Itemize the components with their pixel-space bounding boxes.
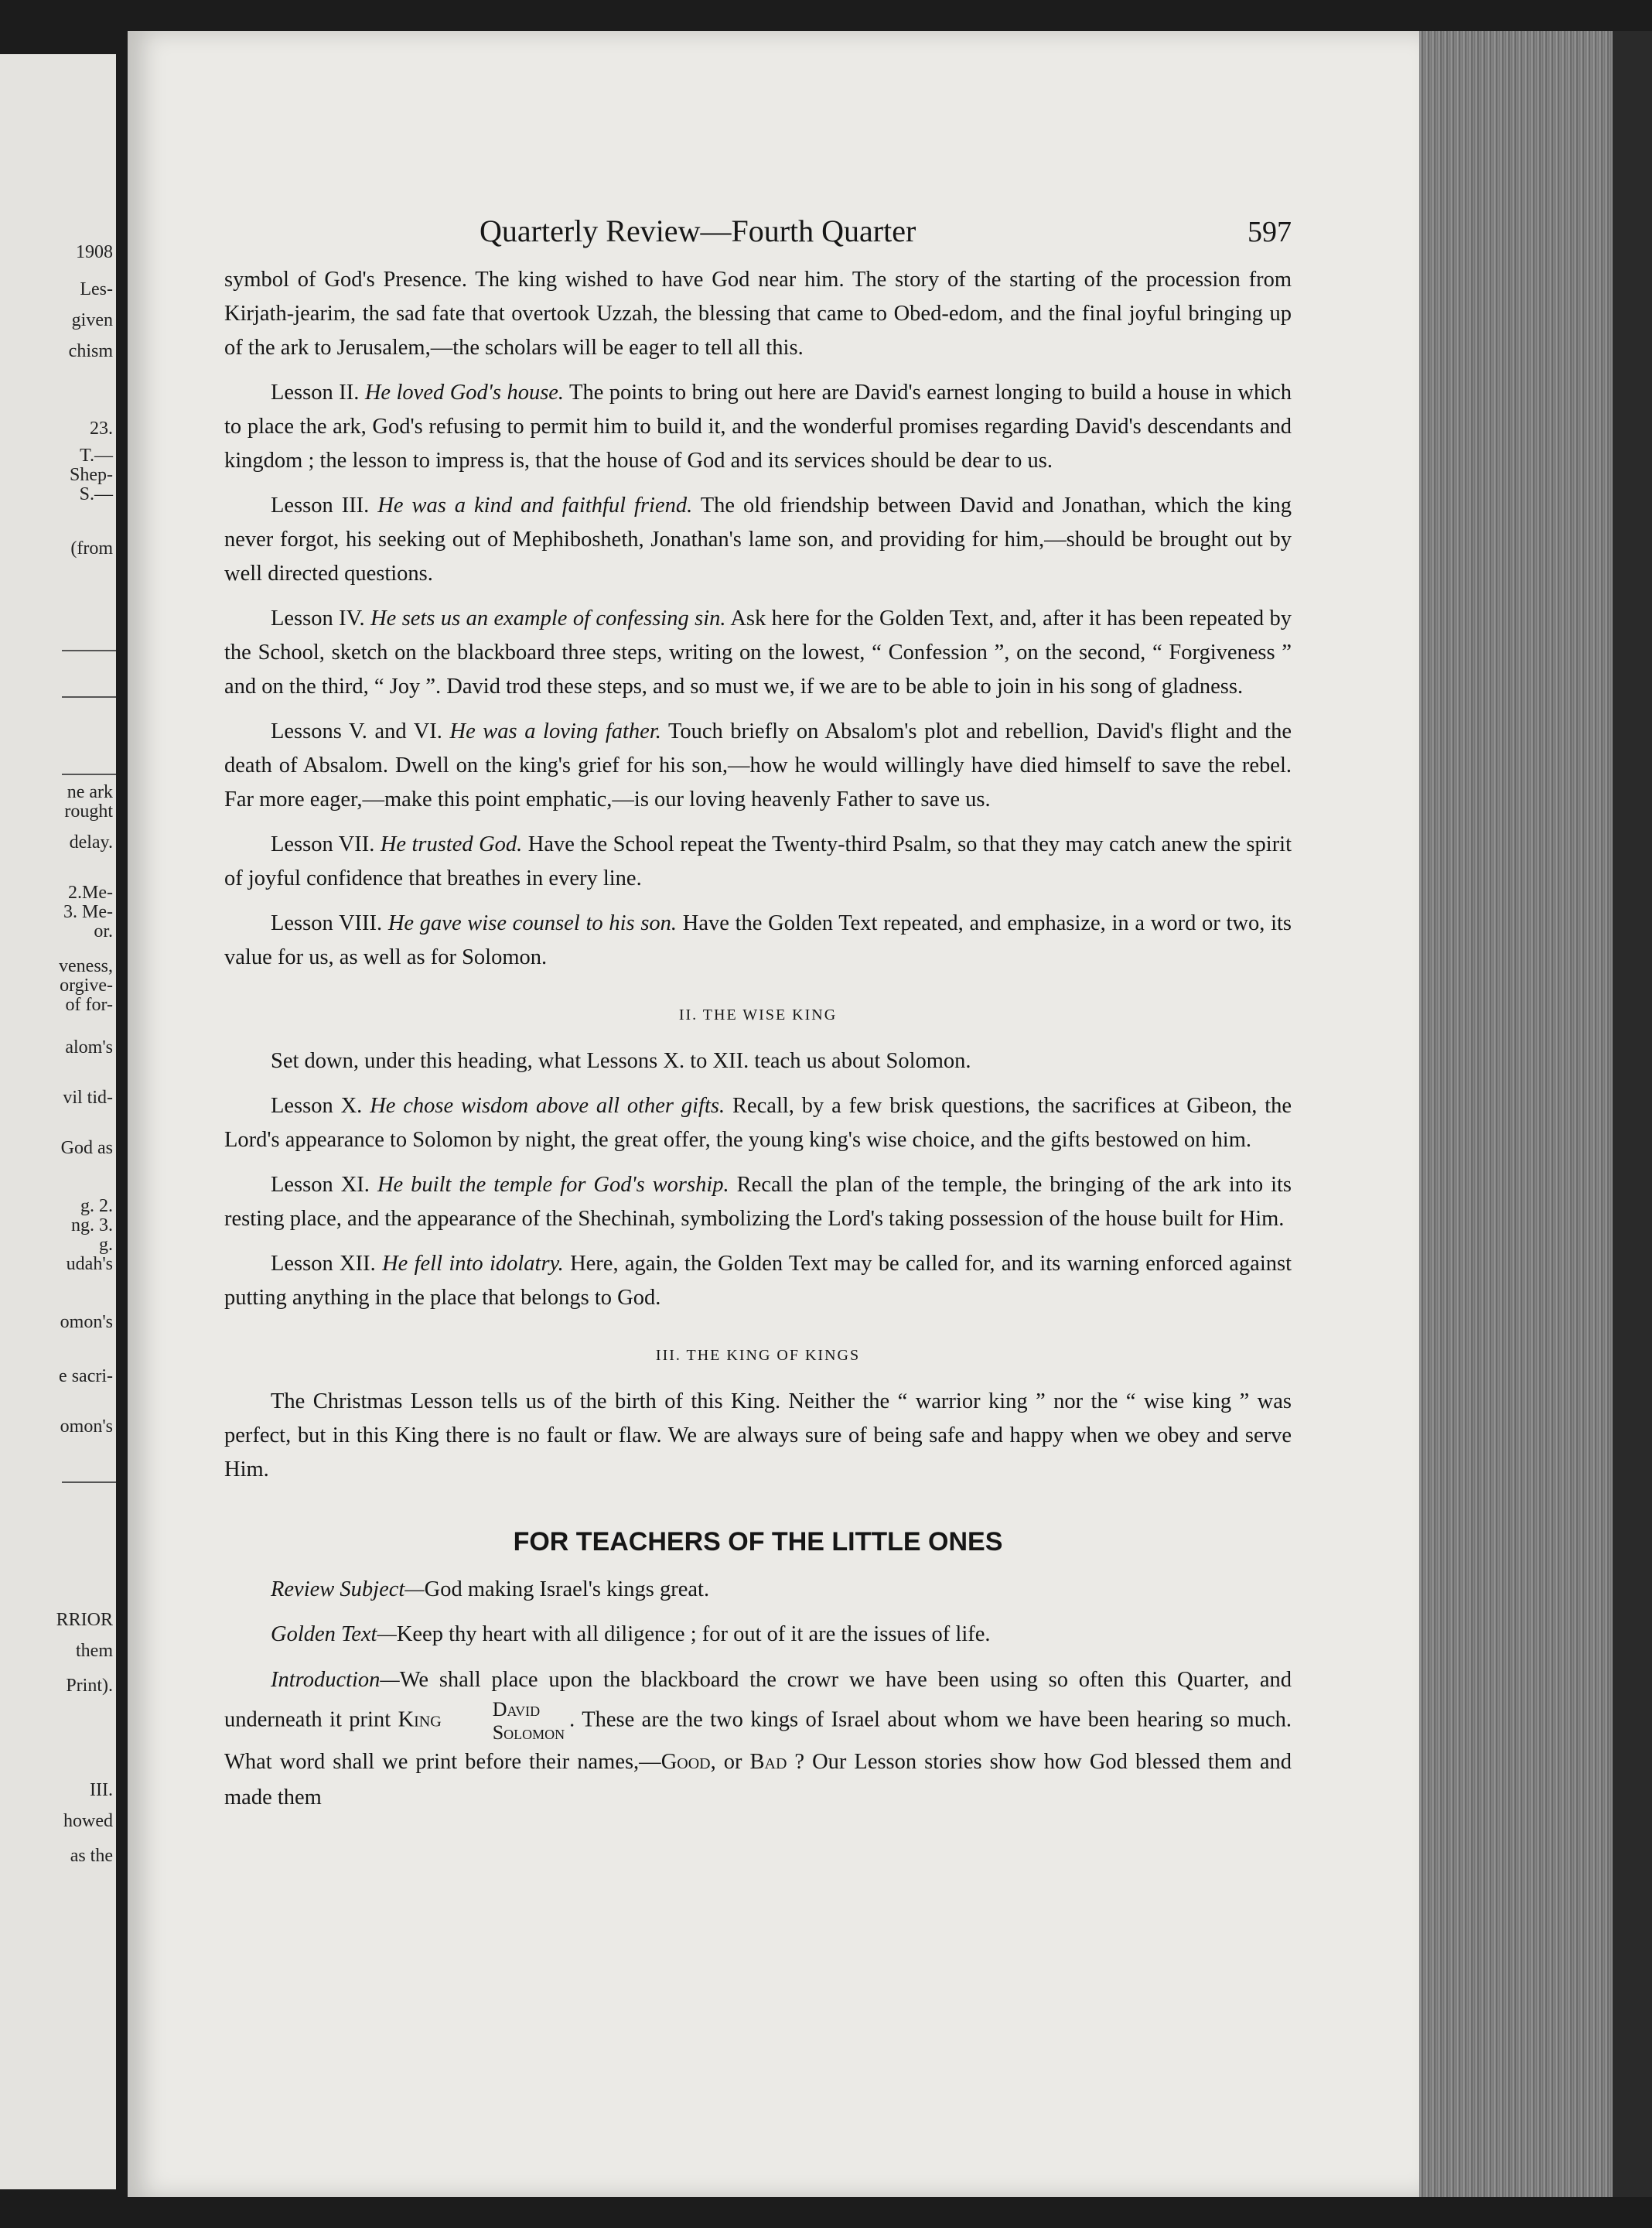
section-heading-wise-king: II. THE WISE KING — [678, 1006, 838, 1023]
lesson-text: Recall, by a few brisk questions, the sacrifices at Gibeon, the Lord's appearance to Solomon by night, the great offer, the young king's wise choice, and the gifts bestowed on him. — [224, 1094, 1292, 1152]
left-page-text: of for- — [65, 995, 113, 1015]
review-label: Review Subject— — [271, 1577, 425, 1601]
lesson-paragraph — [224, 828, 1292, 896]
teachers-heading: FOR TEACHERS OF THE LITTLE ONES — [513, 1527, 1003, 1557]
left-page-text: vil tid- — [63, 1088, 113, 1108]
left-page-text: rought — [64, 801, 113, 822]
lesson-text: The points to bring out here are David's earnest longing to build a house in which to place the ark, God's refusing to permit him to build it, and the wonderful promises regarding David's descendants and kingdom ; the lesson to impress is, that the house of God and its services should be dear to us. — [224, 381, 1292, 473]
lesson-text: Recall the plan of the temple, the bringing of the ark into its resting place, and the appearance of the Shechinah, symbolizing the Lord's taking possession of the house built for Him. — [224, 1173, 1292, 1231]
left-page-text: chism — [68, 341, 113, 361]
lesson-title: He gave wise counsel to his son. — [387, 911, 678, 935]
lesson-label: Lesson VIII. — [271, 911, 383, 935]
lesson-paragraph — [224, 1168, 1292, 1236]
left-page-text: omon's — [60, 1312, 113, 1332]
left-page-text: given — [71, 310, 113, 330]
lesson-text: Touch briefly on Absalom's plot and rebellion, David's flight and the death of Absalom. Dwell on the king's grief for his son,—how he would willingly have died himself to save the rebel. Far more eager,—make this point emphatic,—is our loving heavenly Father to save us. — [224, 719, 1292, 812]
good-word: Good — [660, 1750, 711, 1774]
lesson-title: He fell into idolatry. — [382, 1252, 564, 1276]
lesson-paragraph — [224, 489, 1292, 591]
intro-label: Introduction— — [271, 1668, 400, 1692]
or-word: , or — [710, 1750, 742, 1774]
left-page-text: or. — [94, 921, 113, 941]
running-header — [480, 213, 1292, 249]
left-page-text: them — [76, 1641, 113, 1661]
lesson-title: He trusted God. — [380, 832, 523, 856]
king-word: King — [398, 1707, 442, 1732]
bad-word: Bad — [749, 1750, 787, 1774]
golden-text-body: Keep thy heart with all diligence ; for out of it are the issues of life. — [396, 1622, 991, 1646]
left-page-text: God as — [60, 1138, 113, 1158]
left-page-text: III. — [90, 1780, 113, 1800]
edge-shadow — [1613, 31, 1652, 2197]
brace-name-solomon: Solomon — [492, 1721, 565, 1744]
running-title: Quarterly Review—Fourth Quarter — [480, 214, 916, 248]
lesson-title: He sets us an example of confessing sin. — [370, 607, 726, 630]
section3-text: The Christmas Lesson tells us of the birth of this King. Neither the “ warrior king ” nor the “ wise king ” was perfect, but in this King there is no fault or flaw. We are always sure of being safe and happy when we obey and serve Him. — [224, 1389, 1292, 1481]
lesson-text: Ask here for the Golden Text, and, after it has been repeated by the School, sketch on the blackboard three steps, writing on the lowest, “ Confession ”, on the second, “ Forgiveness ” and on the third, “ Joy ”. David trod these steps, and so must we, if we are to be able to join in his song of gladness. — [224, 607, 1292, 699]
intro-text1: We shall place upon the blackboard the crowr we have been using so often this Quarter, and underneath it print — [224, 1668, 1292, 1732]
brace-names — [446, 1698, 565, 1744]
left-page-text: Les- — [80, 279, 113, 299]
lesson-paragraph — [224, 1247, 1292, 1315]
left-page-text: g. 2. — [80, 1196, 113, 1216]
review-text: God making Israel's kings great. — [424, 1577, 710, 1601]
left-page-text: delay. — [69, 832, 113, 853]
left-page-text: ng. 3. — [71, 1215, 113, 1235]
left-page-text: as the — [70, 1846, 113, 1866]
lesson-paragraph — [224, 715, 1292, 817]
left-page-rule — [62, 774, 116, 775]
left-page-text: Shep- — [70, 465, 113, 485]
lesson-paragraph — [224, 907, 1292, 975]
left-page-text: 23. — [90, 419, 113, 439]
lesson-list-2 — [224, 1089, 1292, 1315]
golden-label: Golden Text— — [271, 1622, 397, 1646]
lesson-label: Lessons V. and VI. — [271, 719, 442, 743]
lesson-text: Have the Golden Text repeated, and emphasize, in a word or two, its value for us, as well as for Solomon. — [224, 911, 1292, 969]
brace-name-david: David — [492, 1698, 541, 1721]
left-page-text: omon's — [60, 1416, 113, 1437]
left-page-rule — [62, 696, 116, 698]
lesson-paragraph — [224, 602, 1292, 704]
review-subject — [224, 1573, 1292, 1607]
lesson-title: He chose wisdom above all other gifts. — [370, 1094, 725, 1118]
left-page-text: S.— — [79, 484, 113, 504]
left-page-text: howed — [63, 1811, 113, 1831]
lesson-list — [224, 376, 1292, 975]
lesson-text: The old friendship between David and Jonathan, which the king never forgot, his seeking out of Mephibosheth, Jonathan's lame son, and providing for him,—should be brought out by well directed questions. — [224, 494, 1292, 586]
lesson-title: He loved God's house. — [364, 381, 565, 405]
paragraph: symbol of God's Presence. The king wished to have God near him. The story of the starting of the procession from Kirjath-jearim, the sad fate that overtook Uzzah, the blessing that came to Obed-edom, and the final joyful bringing up of the ark to Jerusalem,—the scholars will be eager to tell all this. — [224, 268, 1292, 360]
lesson-text: Here, again, the Golden Text may be called for, and its warning enforced against putting anything in the place that belongs to God. — [224, 1252, 1292, 1310]
left-page-rule — [62, 1481, 116, 1483]
left-page-text: orgive- — [60, 976, 113, 996]
left-page-text: udah's — [66, 1254, 113, 1274]
lesson-title: He was a loving father. — [449, 719, 661, 743]
lesson-title: He built the temple for God's worship. — [377, 1173, 729, 1197]
lesson-text: Have the School repeat the Twenty-third Psalm, so that they may catch anew the spirit of joyful confidence that breathes in every line. — [224, 832, 1292, 890]
golden-text — [224, 1618, 1292, 1652]
left-page-text: 2.Me- — [68, 883, 113, 903]
page-edges — [1419, 31, 1613, 2197]
lesson-label: Lesson XI. — [271, 1173, 370, 1197]
lesson-title: He was a kind and faithful friend. — [377, 494, 693, 518]
left-page-text: RRIOR — [56, 1610, 113, 1630]
left-page-text: 1908 — [76, 242, 113, 262]
lesson-label: Lesson VII. — [271, 832, 375, 856]
left-page-text: alom's — [65, 1037, 113, 1058]
page-content — [224, 213, 1292, 1816]
left-page-text: ne ark — [67, 782, 113, 802]
left-page-text: T.— — [80, 446, 113, 466]
left-page-text: Print). — [66, 1676, 113, 1696]
lesson-label: Lesson IV. — [271, 607, 365, 630]
left-page-text: g. — [99, 1235, 113, 1255]
section-intro: Set down, under this heading, what Lessons X. to XII. teach us about Solomon. — [271, 1049, 971, 1073]
lesson-paragraph — [224, 376, 1292, 478]
page-number: 597 — [1248, 216, 1292, 248]
left-page-fragment — [0, 54, 116, 2189]
left-page-text: 3. Me- — [63, 902, 113, 922]
left-page-text: (from — [70, 538, 113, 559]
left-page-text: e sacri- — [59, 1366, 113, 1386]
lesson-paragraph — [224, 1089, 1292, 1157]
lesson-label: Lesson II. — [271, 381, 360, 405]
introduction — [224, 1662, 1292, 1816]
intro-text3: ? Our Lesson stories show how God blessed them and made them — [224, 1750, 1292, 1809]
intro-text2: . These are the two kings of Israel about whom we have been hearing so much. What word shall we print before their names,— — [224, 1707, 1292, 1774]
section-heading-king-of-kings: III. THE KING OF KINGS — [655, 1347, 861, 1364]
left-page-rule — [62, 650, 116, 651]
lesson-label: Lesson X. — [271, 1094, 363, 1118]
lesson-label: Lesson III. — [271, 494, 370, 518]
left-page-text: veness, — [59, 956, 113, 976]
lesson-label: Lesson XII. — [271, 1252, 376, 1276]
